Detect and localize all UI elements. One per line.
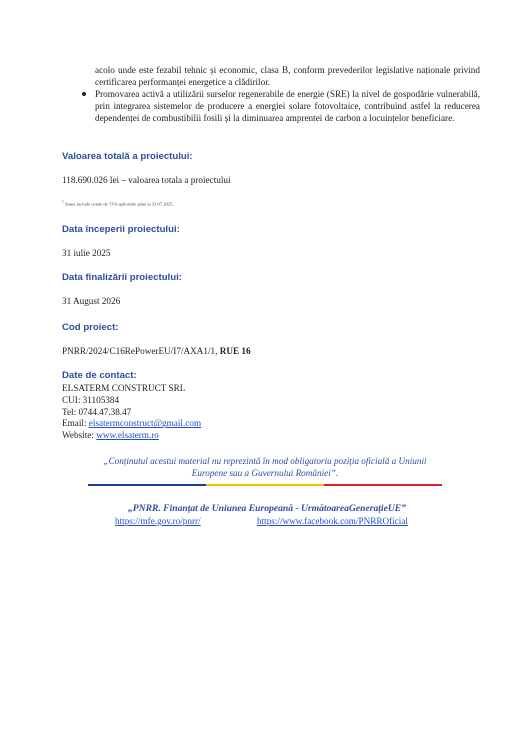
gov-pnrr-link[interactable]: https://mfe.gov.ro/pnrr/ [115,516,201,526]
footnote [62,200,174,207]
start-date-heading: Data începerii proiectului: [62,224,180,235]
flag-stripe-blue [88,484,206,486]
start-date-value: 31 iulie 2025 [62,248,111,258]
flag-stripe-red [324,484,442,486]
contact-email-label: Email: [62,418,89,429]
contact-website-row [62,430,201,442]
objective-continuation-text: acolo unde este fezabil tehnic și economic, clasa B, conform prevederilor legislative naționale privind certificarea performanței energetice a clădirilor. [95,65,480,87]
total-value-text: 118.690.026 lei – valoarea totala a proiectului [62,175,231,185]
objective-bullet-text: Promovarea activă a utilizării surselor regenerabile de energie (SRE) la nivel de gospodărie vulnerabilă, prin integrarea sistemelor de producere a energiei solare fotovoltaice, contribuind astfel la reducerea dependenței de combustibilii fosili și la diminuarea amprentei de carbon a locuințelor beneficiare. [95,89,480,123]
end-date-value: 31 August 2026 [62,296,121,306]
contact-email-row [62,418,201,430]
pnrr-slogan: „PNRR. Finanțat de Uniunea Europeană - UrmătoareaGenerațieUE” [128,503,406,514]
contact-website-label: Website: [62,430,97,441]
flag-stripe-yellow [206,484,324,486]
project-code-bold: RUE 16 [219,346,251,356]
project-code-text: PNRR/2024/C16RePowerEU/I7/AXA1/1, [62,346,220,356]
footnote-mark: 1 [62,200,64,204]
eu-disclaimer-text: „Conținutul acestui material nu reprezintă în mod obligatoriu poziția oficială a Uniunii Europene sau a Guvernului României”. [103,456,427,478]
footnote-text: Suma include cotele de TVA aplicabile până la 31.07.2025. [64,201,174,207]
facebook-pnrr-link[interactable]: https://www.facebook.com/PNRROficial [257,516,408,526]
contact-heading: Date de contact: [62,370,137,381]
contact-website-link[interactable]: www.elsaterm.ro [96,430,159,441]
contact-email-link[interactable]: elsatermconstruct@gmail.com [88,418,202,429]
contact-phone: Tel: 0744.47.38.47 [62,406,132,417]
end-date-heading: Data finalizării proiectului: [62,272,182,283]
contact-cui: CUI: 31105384 [62,394,120,405]
contact-company: ELSATERM CONSTRUCT SRL [62,383,186,393]
total-value-heading: Valoarea totală a proiectului: [62,151,193,162]
project-code-value [62,346,251,356]
bullet-icon [82,92,86,96]
project-code-heading: Cod proiect: [62,322,119,333]
contact-block [62,383,201,442]
